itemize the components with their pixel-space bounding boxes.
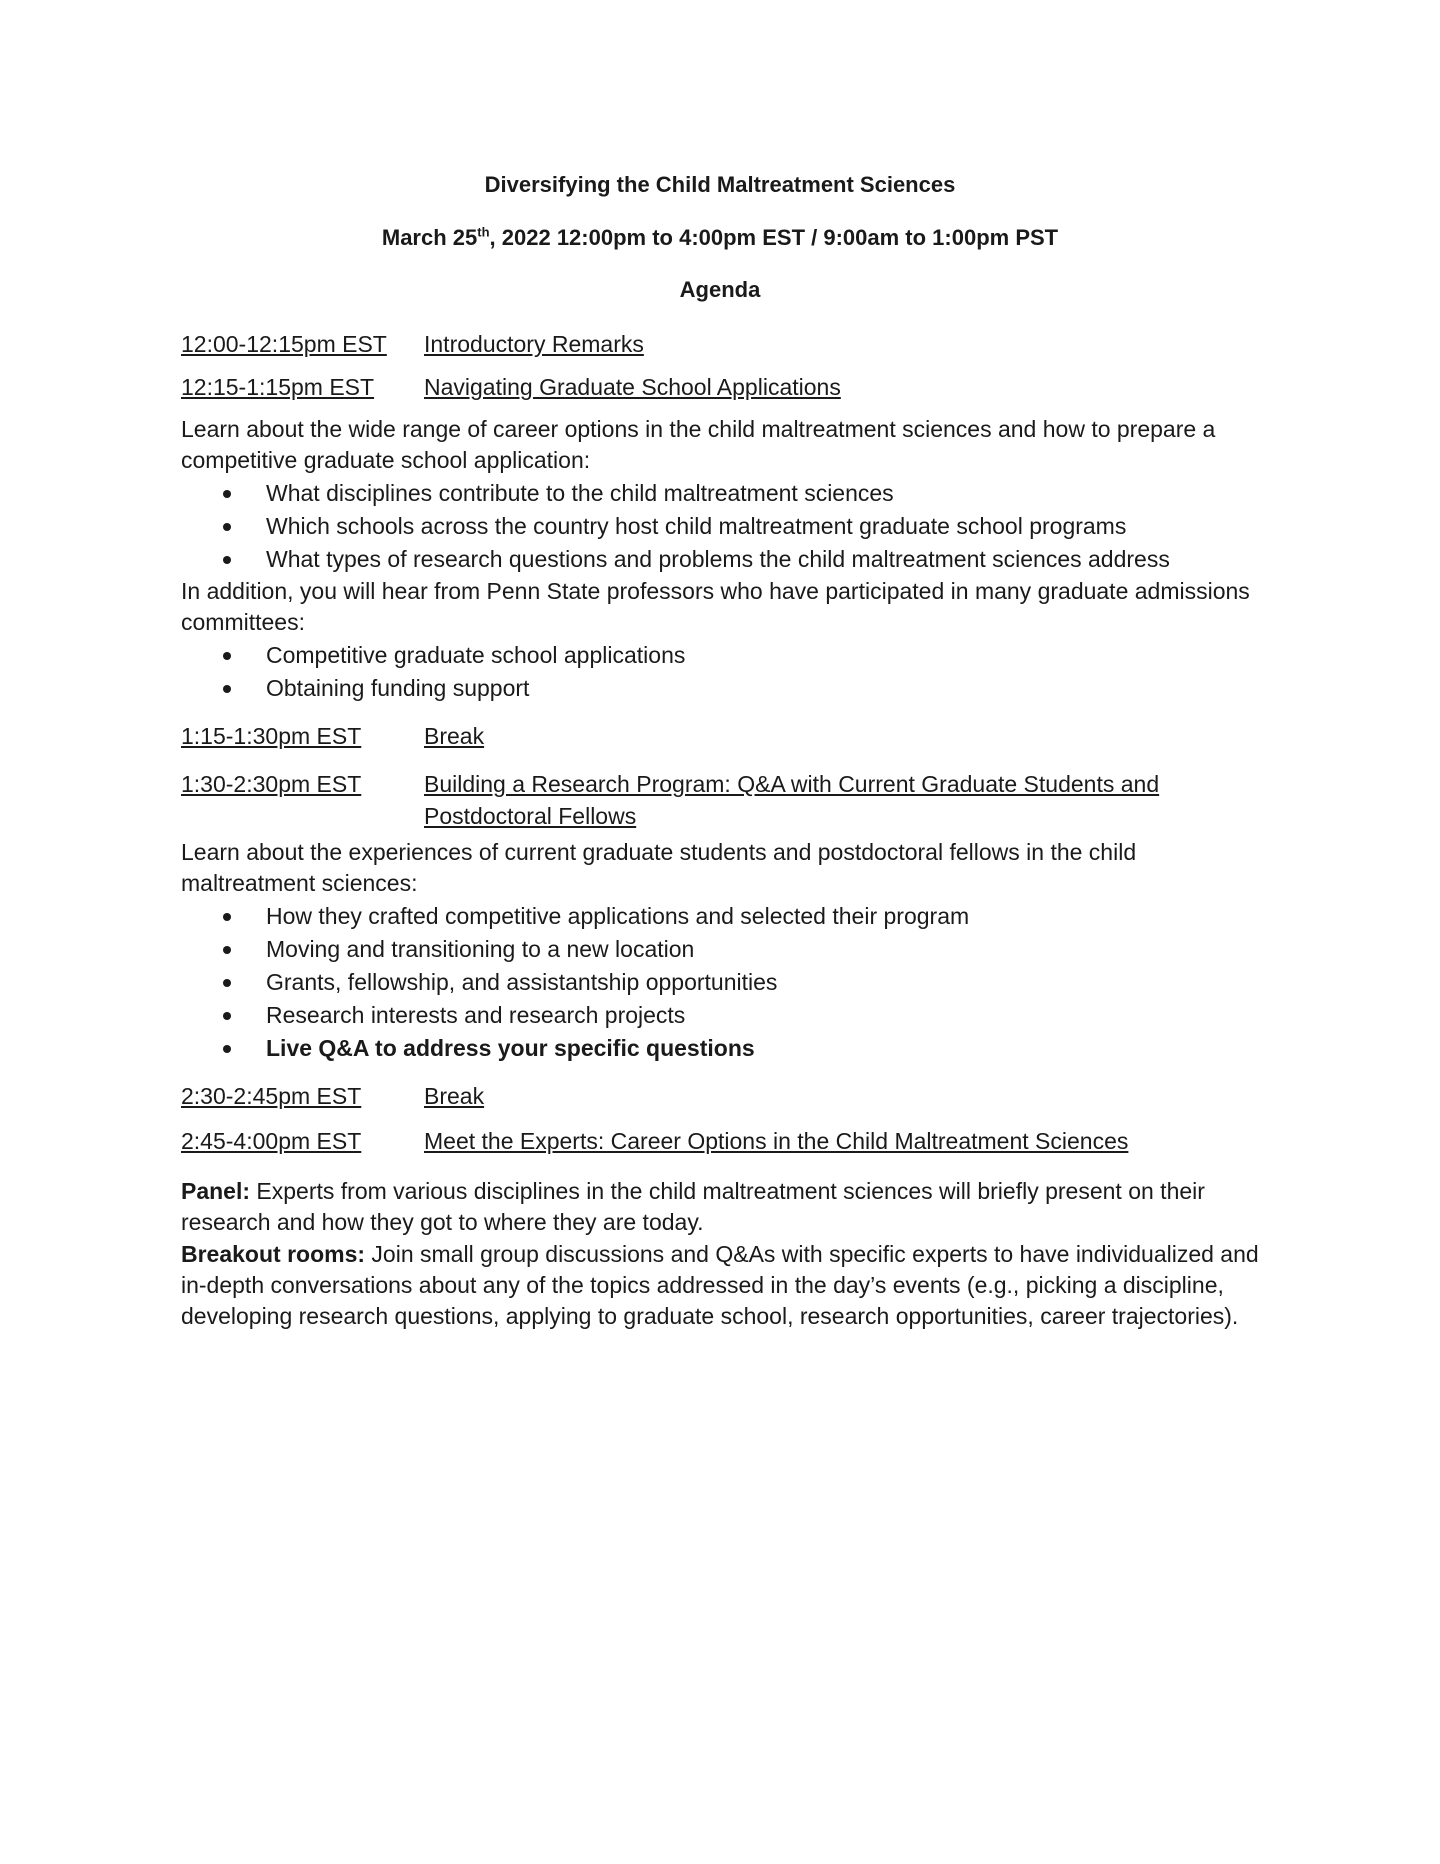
bullet-icon <box>223 556 231 564</box>
session-title: Introductory Remarks <box>424 331 644 357</box>
breakout-label: Breakout rooms: <box>181 1241 366 1267</box>
bullet-icon <box>223 652 231 660</box>
bullet-icon <box>223 1045 231 1053</box>
list-item <box>0 510 1440 543</box>
list-item-text: Moving and transitioning to a new location <box>266 936 695 962</box>
grad-section-intro: Learn about the wide range of career options in the child maltreatment sciences and how to prepare a competitive graduate school application: <box>181 416 1216 473</box>
list-item <box>0 933 1440 966</box>
agenda-heading: Agenda <box>679 277 761 302</box>
breakout-text: Join small group discussions and Q&As with specific experts to have individualized and in-depth conversations about any of the topics addressed in the day’s events (e.g., picking a discipline, developing research questions, applying to graduate school, research opportunities, career trajectories). <box>181 1241 1259 1329</box>
bullet-icon <box>223 490 231 498</box>
session-time: 2:45-4:00pm EST <box>181 1128 362 1154</box>
list-item <box>0 966 1440 999</box>
list-item-text: How they crafted competitive applications and selected their program <box>266 903 970 929</box>
list-item-text: Live Q&A to address your specific questions <box>266 1035 755 1061</box>
list-item <box>0 1032 1440 1065</box>
bullet-icon <box>223 523 231 531</box>
session-title: Meet the Experts: Career Options in the Child Maltreatment Sciences <box>424 1128 1129 1154</box>
panel-label: Panel: <box>181 1178 251 1204</box>
panel-description <box>181 1176 1261 1238</box>
bullet-icon <box>223 946 231 954</box>
session-title: Break <box>424 1083 485 1109</box>
list-item <box>0 477 1440 510</box>
bullet-icon <box>223 685 231 693</box>
bullet-icon <box>223 979 231 987</box>
list-item-text: Which schools across the country host child maltreatment graduate school programs <box>266 513 1127 539</box>
event-date-prefix: March 25 <box>381 225 478 250</box>
list-item-text: Obtaining funding support <box>266 675 530 701</box>
list-item <box>0 543 1440 576</box>
breakout-description <box>181 1239 1261 1332</box>
grad-support-list <box>0 639 1440 705</box>
session-time: 1:30-2:30pm EST <box>181 771 362 797</box>
grad-topics-list <box>0 477 1440 576</box>
event-date-suffix: , 2022 12:00pm to 4:00pm EST / 9:00am to 1:00pm PST <box>489 225 1059 250</box>
list-item-text: Research interests and research projects <box>266 1002 686 1028</box>
session-time: 12:15-1:15pm EST <box>181 374 375 400</box>
list-item <box>0 639 1440 672</box>
research-section-intro: Learn about the experiences of current graduate students and postdoctoral fellows in the child maltreatment sciences: <box>181 839 1137 896</box>
list-item-text: What types of research questions and problems the child maltreatment sciences address <box>266 546 1170 572</box>
session-time: 12:00-12:15pm EST <box>181 331 387 357</box>
list-item <box>0 900 1440 933</box>
session-time: 2:30-2:45pm EST <box>181 1083 362 1109</box>
grad-section-addition: In addition, you will hear from Penn State professors who have participated in many graduate admissions committees: <box>181 578 1250 635</box>
list-item-text: Competitive graduate school applications <box>266 642 686 668</box>
list-item <box>0 672 1440 705</box>
bullet-icon <box>223 1012 231 1020</box>
list-item <box>0 999 1440 1032</box>
bullet-icon <box>223 913 231 921</box>
list-item-text: What disciplines contribute to the child maltreatment sciences <box>266 480 894 506</box>
list-item-text: Grants, fellowship, and assistantship opportunities <box>266 969 778 995</box>
session-title: Navigating Graduate School Applications <box>424 374 841 400</box>
document-title: Diversifying the Child Maltreatment Sciences <box>484 172 956 197</box>
research-topics-list <box>0 900 1440 1065</box>
event-date-ordinal: th <box>477 224 490 240</box>
session-title: Break <box>424 723 485 749</box>
event-date-line <box>0 223 1440 253</box>
panel-text: Experts from various disciplines in the child maltreatment sciences will briefly present on their research and how they got to where they are today. <box>181 1178 1205 1235</box>
session-title: Building a Research Program: Q&A with Current Graduate Students and Postdoctoral Fellows <box>424 771 1160 829</box>
session-time: 1:15-1:30pm EST <box>181 723 362 749</box>
